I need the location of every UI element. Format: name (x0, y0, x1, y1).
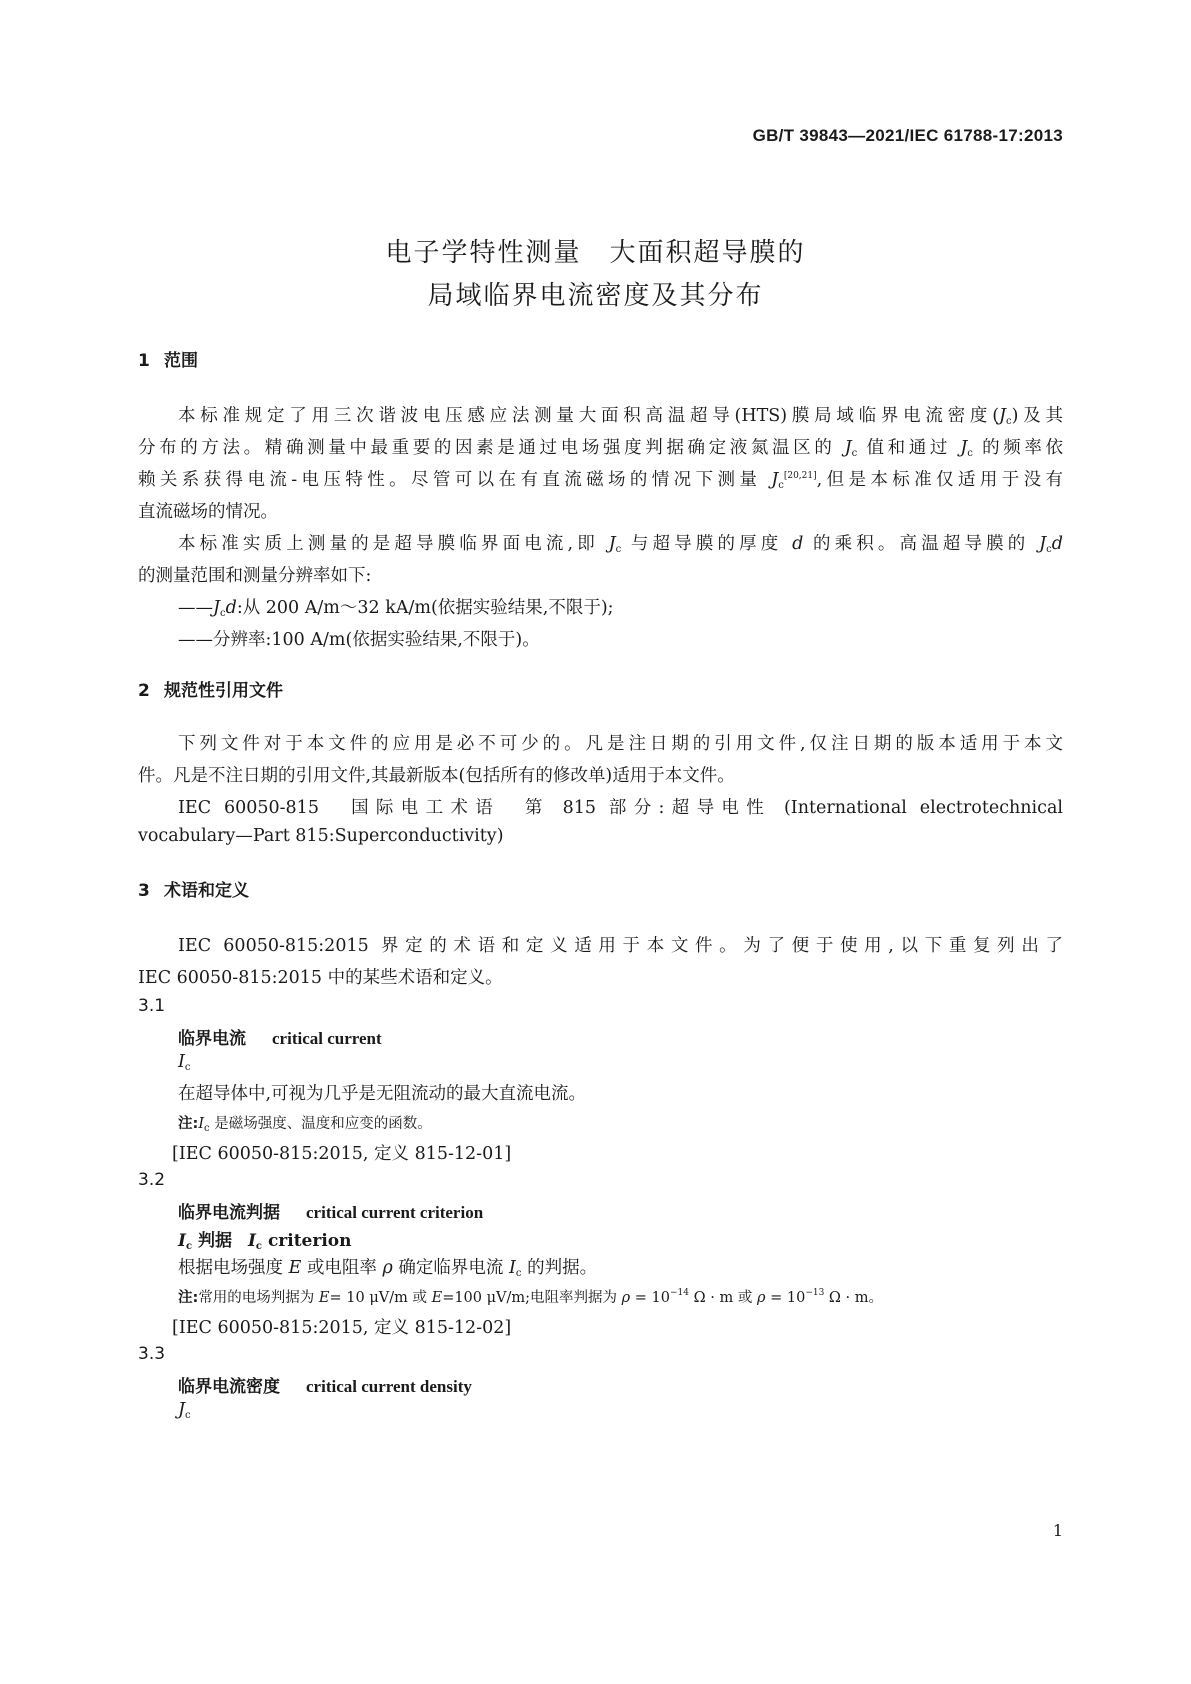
term-number: 3.2 (138, 1170, 166, 1190)
section-title: 术语和定义 (164, 881, 249, 901)
section-title: 范围 (164, 351, 198, 371)
section-heading-normative-references (138, 676, 283, 701)
citation-reference: [20,21] (783, 471, 817, 481)
term-symbol: $I_c$ (178, 1052, 191, 1073)
section-title: 规范性引用文件 (164, 681, 283, 701)
term-number: 3.3 (138, 1344, 166, 1364)
scope-paragraph-line: 本标准规定了用三次谐波电压感应法测量大面积高温超导(HTS)膜局域临界电流密度$(J_c)$及其 (178, 406, 1064, 427)
standard-code: GB/T 39843—2021/IEC 61788-17:2013 (752, 126, 1063, 145)
section-number: 3 (138, 881, 150, 901)
scope-paragraph-line: 的测量范围和测量分辨率如下: (138, 566, 372, 586)
section-number: 2 (138, 681, 150, 701)
term-definition: 在超导体中,可视为几乎是无阻流动的最大直流电流。 (178, 1084, 587, 1104)
term-number: 3.1 (138, 996, 166, 1016)
term-definition: 根据电场强度 E 或电阻率 ρ 确定临界电流 $I_c$ 的判据。 (178, 1258, 598, 1279)
document-title-line1: 电子学特性测量 大面积超导膜的 (385, 238, 806, 268)
list-item: $——J_cd$:从 200 A/m～32 kA/m(依据实验结果,不限于); (178, 598, 614, 619)
scope-paragraph-line: 本标准实质上测量的是超导膜临界面电流,即 $J_c$ 与超导膜的厚度 d 的乘积。高温超导膜的 $J_cd$ (178, 534, 1063, 555)
term-heading: 临界电流密度 critical current density (178, 1377, 472, 1397)
term-heading: 临界电流 critical current (178, 1029, 382, 1049)
normative-paragraph-line: 下列文件对于本文件的应用是必不可少的。凡是注日期的引用文件,仅注日期的版本适用于本文 (178, 734, 1063, 754)
section-heading-terms (138, 876, 249, 901)
terms-intro-line: IEC 60050-815:2015 界定的术语和定义适用于本文件。为了便于使用,以下重复列出了 (178, 936, 1063, 956)
normative-reference-line: IEC 60050-815 国际电工术语 第 815 部分:超导电性 (International electrotechnical (178, 798, 1063, 818)
term-source: [IEC 60050-815:2015, 定义 815-12-01] (172, 1144, 512, 1164)
term-symbol: $J_c$ (178, 1400, 191, 1421)
term-admitted-synonym: $I_c$ 判据 $I_c$ criterion (178, 1231, 352, 1252)
term-note: 注$:I_c$ 是磁场强度、温度和应变的函数。 (178, 1116, 432, 1134)
section-heading-scope (138, 346, 198, 371)
terms-intro-line: IEC 60050-815:2015 中的某些术语和定义。 (138, 968, 503, 988)
page-number: 1 (1052, 1521, 1063, 1540)
scope-paragraph-line: 赖关系获得电流-电压特性。尽管可以在有直流磁场的情况下测量 $J_c[20,21]$,但是本标准仅适用于没有 (138, 470, 1063, 491)
scope-paragraph-line: 直流磁场的情况。 (138, 502, 278, 522)
document-title-line2: 局域临界电流密度及其分布 (427, 281, 764, 311)
term-heading: 临界电流判据 critical current criterion (178, 1203, 484, 1223)
list-item: ——分辨率:100 A/m(依据实验结果,不限于)。 (178, 630, 540, 650)
term-source: [IEC 60050-815:2015, 定义 815-12-02] (172, 1318, 512, 1338)
term-note: 注:常用的电场判据为 E= 10 μV/m 或 E=100 μV/m;电阻率判据为 $\rho = 10^{-14}$ Ω · m 或 $\rho = 10^{-13}$ Ω · m。 (178, 1288, 884, 1306)
scope-paragraph-line: 分布的方法。精确测量中最重要的因素是通过电场强度判据确定液氮温区的 $J_c$ 值和通过 $J_c$ 的频率依 (138, 438, 1063, 459)
normative-reference-line: vocabulary—Part 815:Superconductivity) (138, 826, 504, 846)
normative-paragraph-line: 件。凡是不注日期的引用文件,其最新版本(包括所有的修改单)适用于本文件。 (138, 766, 735, 786)
section-number: 1 (138, 351, 150, 371)
